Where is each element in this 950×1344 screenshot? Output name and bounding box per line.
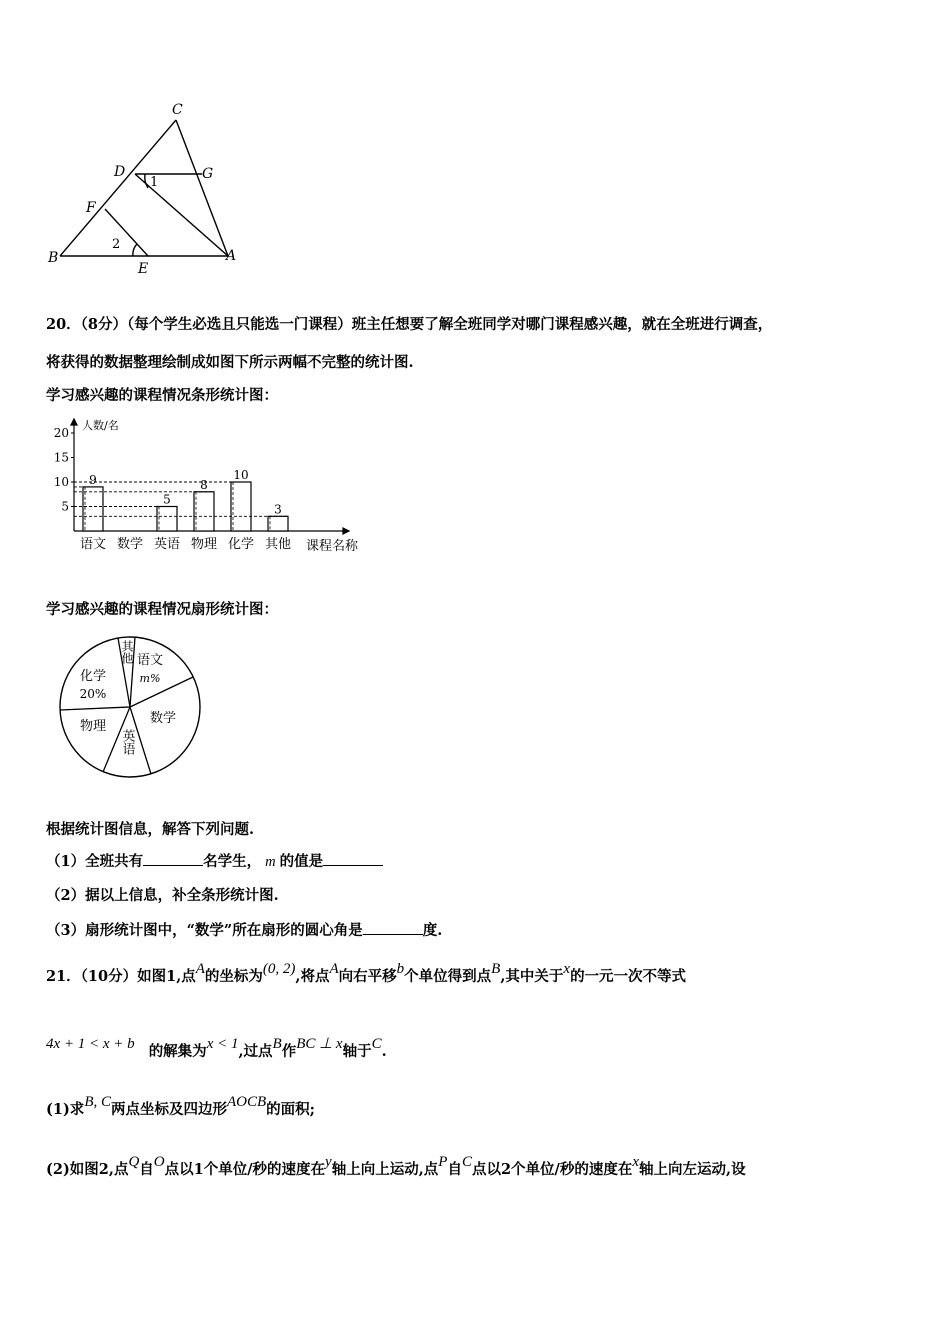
q21-line2: 4x + 1 < x + b 的解集为x < 1,过点B作BC ⊥ x轴于C. xyxy=(46,1036,387,1060)
bar-6 xyxy=(268,516,288,531)
pie-label-chemistry-value: 20% xyxy=(79,687,107,701)
q20-part3: （3）扇形统计图中，“数学”所在扇形的圆心角是 度. xyxy=(46,922,443,939)
angle-1-arc xyxy=(145,174,148,188)
q20-intro: 根据统计图信息，解答下列问题. xyxy=(46,821,255,838)
bar-5 xyxy=(231,482,251,531)
bar-3 xyxy=(157,507,177,532)
label-d: D xyxy=(114,164,126,180)
answer-blank-m[interactable] xyxy=(323,852,383,866)
side-cb xyxy=(60,120,176,256)
label-e: E xyxy=(138,261,149,277)
x-category-label-2: 数学 xyxy=(116,537,144,552)
x-category-label-6: 其他 xyxy=(264,537,292,552)
triangle-figure xyxy=(40,98,245,278)
y-tick-label: 10 xyxy=(53,475,69,489)
bar-chart-title: 学习感兴趣的课程情况条形统计图： xyxy=(46,387,278,404)
pie-chart-title: 学习感兴趣的课程情况扇形统计图： xyxy=(46,601,278,618)
x-category-label-3: 英语 xyxy=(153,537,181,552)
x-axis-label: 课程名称 xyxy=(306,539,359,554)
label-c: C xyxy=(172,102,183,118)
y-tick-label: 15 xyxy=(53,450,69,465)
label-f: F xyxy=(86,200,96,216)
label-b: B xyxy=(48,250,59,266)
pie-chart xyxy=(55,632,205,782)
pie-label-other: 其他 xyxy=(120,640,134,664)
answer-blank-total[interactable] xyxy=(143,852,203,866)
pie-label-math: 数学 xyxy=(149,711,177,726)
bar-1 xyxy=(83,487,103,531)
y-axis-arrow xyxy=(71,419,77,425)
bar-4 xyxy=(194,492,214,531)
q21-part1: (1)求B, C两点坐标及四边形AOCB的面积; xyxy=(46,1094,316,1118)
bar-chart xyxy=(44,405,374,565)
q20-line1: 20．（8分）（每个学生必选且只能选一门课程）班主任想要了解全班同学对哪门课程感兴趣，就在全班进行调查， xyxy=(46,316,773,333)
pie-label-chemistry: 化学 xyxy=(79,669,107,684)
x-category-label-1: 语文 xyxy=(79,537,107,552)
q21-part2: (2)如图2,点Q自O点以1个单位/秒的速度在y轴上向上运动,点P自C点以2个单位/秒的速度在x轴上向左运动,设 xyxy=(46,1154,746,1178)
label-angle-1: 1 xyxy=(150,175,159,190)
pie-label-english: 英语 xyxy=(119,729,135,755)
bar-value-label-1: 9 xyxy=(89,472,97,487)
pie-label-chinese: 语文 xyxy=(136,653,164,668)
bar-value-label-4: 8 xyxy=(200,477,208,492)
y-tick-label: 5 xyxy=(61,499,69,514)
pie-label-physics: 物理 xyxy=(79,719,107,734)
angle-2-arc xyxy=(133,244,137,256)
label-a: A xyxy=(226,248,237,264)
y-axis-label: 人数/名 xyxy=(82,419,119,432)
q20-line2: 将获得的数据整理绘制成如图下所示两幅不完整的统计图. xyxy=(46,354,414,371)
q20-part2: （2）据以上信息，补全条形统计图. xyxy=(46,887,279,904)
pie-label-chinese-value: m% xyxy=(139,672,161,685)
y-tick-label: 20 xyxy=(53,426,69,440)
side-ca xyxy=(176,120,228,256)
x-category-label-5: 化学 xyxy=(227,537,255,552)
label-g: G xyxy=(202,166,214,182)
label-angle-2: 2 xyxy=(112,237,121,252)
q21-line1: 21．（10分）如图1,点A的坐标为(0, 2),将点A向右平移b个单位得到点B,其中关于x的一元一次不等式 xyxy=(46,961,687,985)
bar-value-label-6: 3 xyxy=(274,502,282,517)
x-category-label-4: 物理 xyxy=(190,537,218,552)
bar-value-label-3: 5 xyxy=(163,492,171,507)
bar-value-label-5: 10 xyxy=(233,468,249,482)
q20-part1: （1）全班共有 名学生， m 的值是 xyxy=(46,850,383,871)
x-axis-arrow xyxy=(343,528,349,534)
answer-blank-angle[interactable] xyxy=(363,921,423,935)
segment-da xyxy=(135,174,228,256)
